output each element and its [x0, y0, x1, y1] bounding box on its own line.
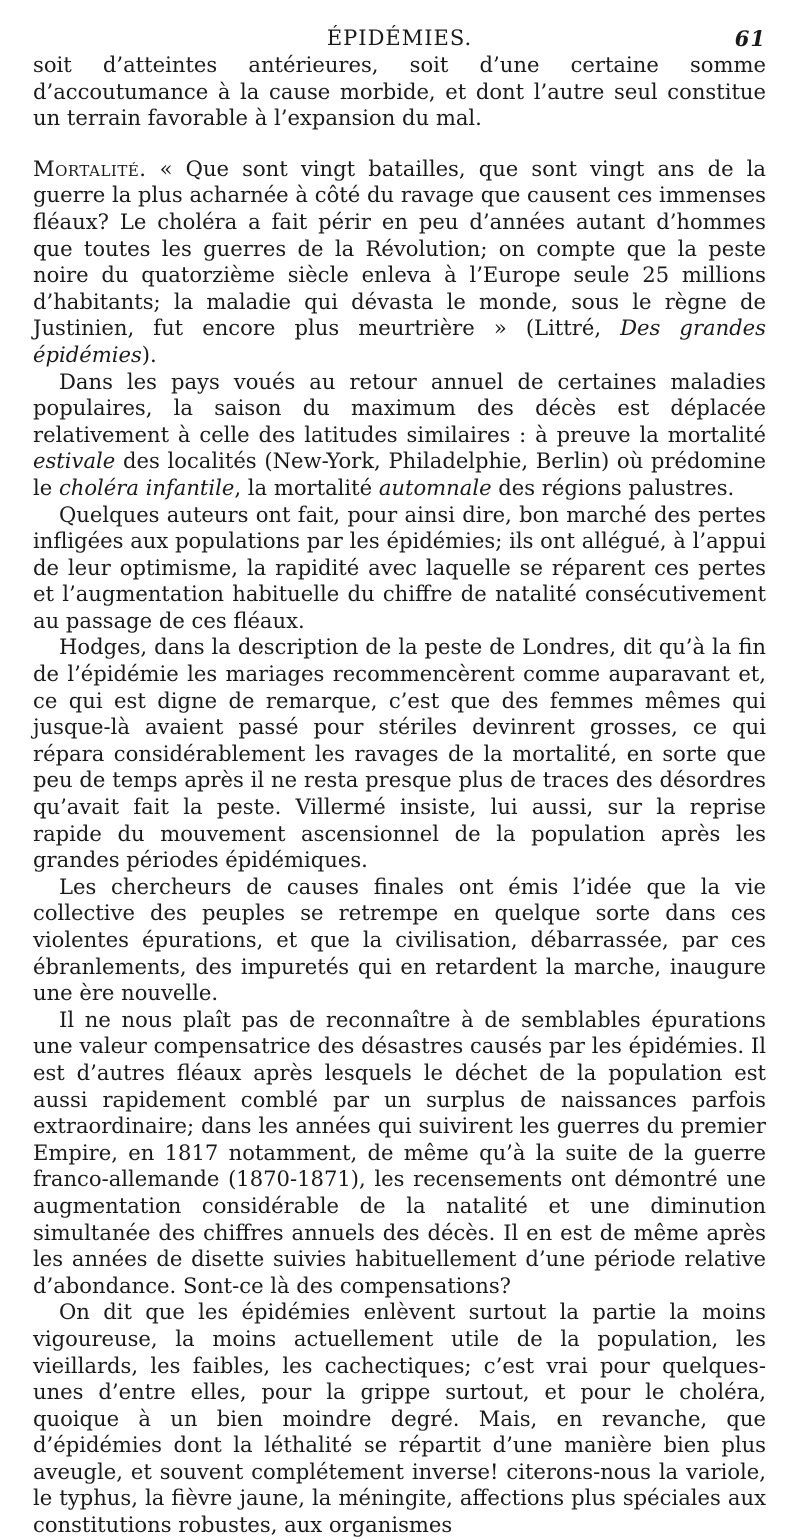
term-automnale: automnale [378, 474, 492, 500]
paragraph-optimism: Quelques auteurs ont fait, pour ainsi dire, bon marché des pertes infligées aux populations par les épidémies; ils ont allégué, à l’appui de leur optimisme, la rapidité avec laquelle se réparent ces pertes et l’augmentation habituelle du chiffre de natalité consécutivement au passage de ces fléaux. [33, 501, 766, 633]
paragraph-mortalite: Mortalité. « Que sont vingt batailles, que sont vingt ans de la guerre la plus acharnée à côté du ravage que causent ces immenses fléaux? Le choléra a fait périr en peu d’années autant d’hommes que toutes les guerres de la Révolution; on compte que la peste noire du quatorzième siècle enleva à l’Europe seule 25 millions d’habitants; la maladie qui dévasta le monde, sous le règne de Justinien, fut encore plus meurtrière » (Littré, Des grandes épidémies). [33, 155, 766, 367]
paragraph-final-causes: Les chercheurs de causes finales ont émis l’idée que la vie collective des peuples se retrempe en quelque sorte dans ces violentes épurations, et que la civilisation, débarrassée, par ces ébranlements, des impuretés qui en retardent la marche, inaugure une ère nouvelle. [33, 873, 766, 1006]
running-head [33, 22, 766, 52]
page-number: 61 [734, 26, 766, 51]
body-text [33, 52, 766, 1539]
paragraph-vulnerable: On dit que les épidémies enlèvent surtout la partie la moins vigoureuse, la moins actuellement utile de la population, les vieillards, les faibles, les cachectiques; c’est vrai pour quelques-unes d’entre elles, pour la grippe surtout, et pour le choléra, quoique à un bien moindre degré. Mais, en revanche, que d’épidémies dont la léthalité se répartit d’une manière bien plus aveugle, et souvent complétement inverse! citerons-nous la variole, le typhus, la fièvre jaune, la méningite, affections plus spéciales aux constitutions robustes, aux organismes [33, 1299, 766, 1538]
term-estivale: estivale [33, 448, 116, 474]
book-page [33, 22, 766, 1539]
paragraph-compensations: Il ne nous plaît pas de reconnaître à de semblables épurations une valeur compensatrice des désastres causés par les épidémies. Il est d’autres fléaux après lesquels le déchet de la population est aussi rapidement comblé par un surplus de naissances parfois extraordinaire; dans les années qui suivirent les guerres du premier Empire, en 1817 notamment, de même qu’à la suite de la guerre franco-allemande (1870-1871), les recensements ont démontré une augmentation considérable de la natalité et une diminution simultanée des chiffres annuels des décès. Il en est de même après les années de disette suivies habituellement d’une période relative d’abondance. Sont-ce là des compensations? [33, 1006, 766, 1298]
paragraph-seasonal-mortality: Dans les pays voués au retour annuel de certaines maladies populaires, la saison du maximum des décès est déplacée relativement à celle des latitudes similaires : à preuve la mortalité estivale des localités (New-York, Philadelphie, Berlin) où prédomine le choléra infantile, la mortalité automnale des régions palustres. [33, 368, 766, 500]
running-title: ÉPIDÉMIES. [326, 26, 473, 50]
section-heading-mortalite: Mortalité. [33, 155, 147, 181]
term-cholera-infantile: choléra infantile [58, 474, 235, 500]
paragraph-hodges: Hodges, dans la description de la peste de Londres, dit qu’à la fin de l’épidémie les mariages recommencèrent comme auparavant et, ce qui est digne de remarque, c’est que des femmes mêmes qui jusque-là avaient passé pour stériles devinrent grosses, ce qui répara considérablement les ravages de la mortalité, en sorte que peu de temps après il ne resta presque plus de traces des désordres qu’avait fait la peste. Villermé insiste, lui aussi, sur la reprise rapide du mouvement ascensionnel de la population après les grandes périodes épidémiques. [33, 634, 766, 873]
citation-title: Des grandes épidémies [33, 315, 766, 367]
paragraph-continuation: soit d’atteintes antérieures, soit d’une certaine somme d’accoutumance à la cause morbide, et dont l’autre seul constitue un terrain favorable à l’expansion du mal. [33, 52, 766, 131]
